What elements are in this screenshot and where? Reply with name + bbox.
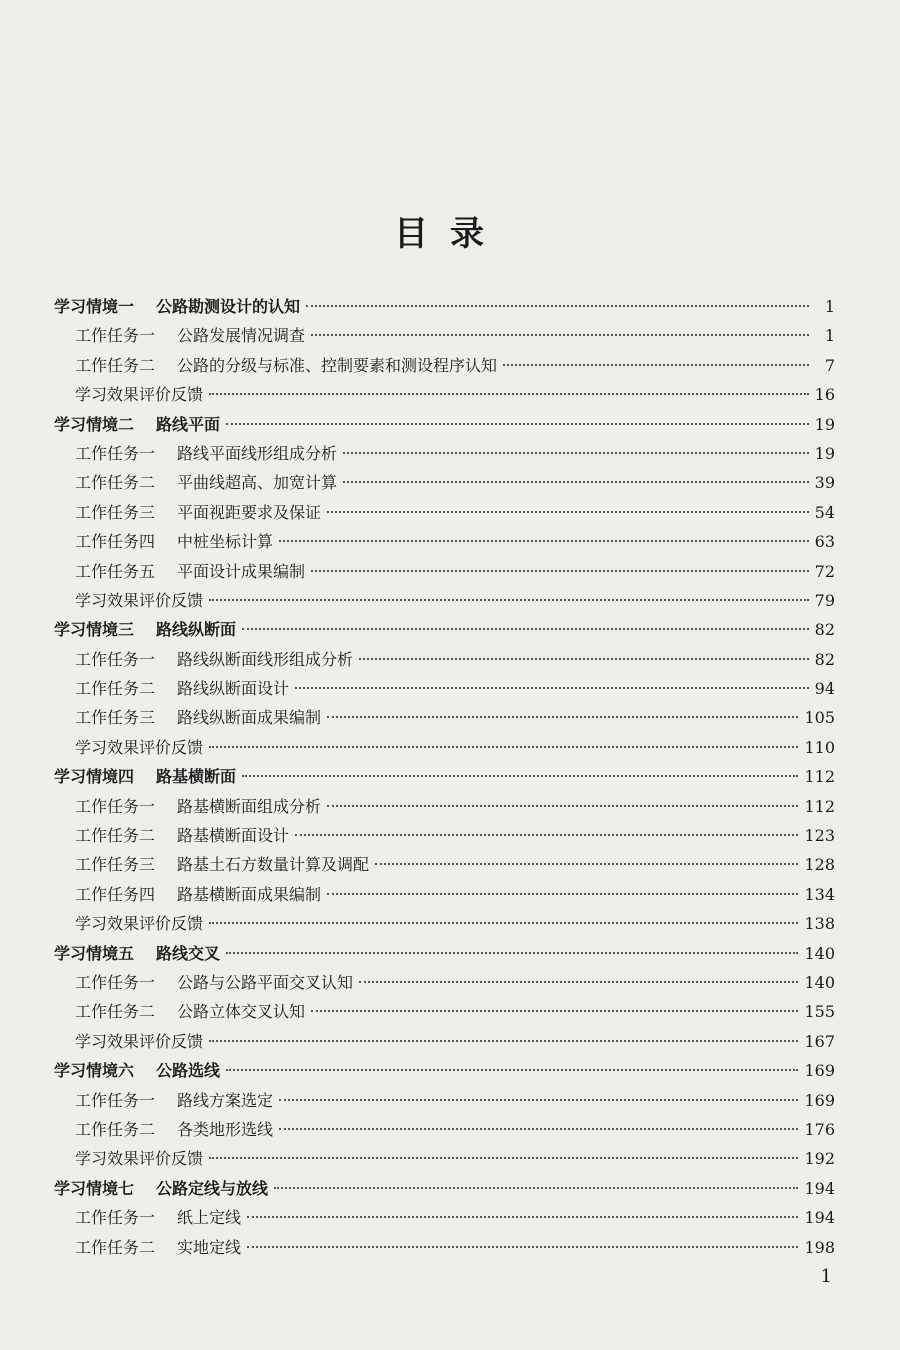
toc-leader-dots	[226, 423, 809, 425]
toc-entry-label: 工作任务一	[75, 326, 156, 346]
toc-entry-title: 中桩坐标计算	[177, 532, 274, 552]
toc-leader-dots	[226, 1069, 798, 1071]
toc-leader-dots	[375, 863, 798, 865]
toc-leader-dots	[242, 628, 809, 630]
toc-chapter-entry[interactable]	[54, 410, 835, 439]
page-number: 1	[820, 1266, 832, 1287]
toc-entry-title: 路线方案选定	[177, 1090, 274, 1110]
toc-entry-label: 工作任务二	[75, 1002, 156, 1022]
toc-entry-label: 工作任务二	[75, 826, 156, 846]
toc-entry-title: 各类地形选线	[177, 1119, 274, 1139]
toc-page-number: 110	[804, 737, 835, 757]
toc-entry-title: 路线纵断面设计	[177, 679, 290, 699]
toc-page-number: 194	[804, 1208, 835, 1228]
toc-page-number: 63	[814, 532, 835, 552]
toc-page-number: 54	[814, 502, 835, 522]
toc-leader-dots	[209, 1040, 798, 1042]
toc-leader-dots	[295, 687, 809, 689]
toc-entry[interactable]	[54, 1115, 835, 1144]
toc-entry-title: 路基横断面	[156, 767, 237, 787]
toc-entry[interactable]	[54, 468, 835, 497]
toc-page-number: 176	[804, 1119, 835, 1139]
toc-chapter-entry[interactable]	[54, 939, 835, 968]
toc-leader-dots	[247, 1246, 798, 1248]
toc-entry-title: 公路勘测设计的认知	[156, 297, 301, 316]
toc-entry-label: 工作任务二	[75, 1237, 156, 1257]
toc-page-number: 140	[804, 943, 835, 963]
toc-page-number: 198	[804, 1237, 835, 1257]
toc-leader-dots	[209, 393, 809, 395]
toc-leader-dots	[343, 481, 809, 483]
toc-chapter-entry[interactable]	[54, 762, 835, 791]
toc-page-number: 123	[804, 826, 835, 846]
toc-entry[interactable]	[54, 821, 835, 850]
toc-entry-title: 路线纵断面成果编制	[177, 708, 322, 728]
toc-page-number: 82	[814, 649, 835, 669]
toc-entry[interactable]	[54, 997, 835, 1026]
toc-entry-title: 公路立体交叉认知	[177, 1002, 306, 1022]
toc-leader-dots	[311, 570, 809, 572]
toc-page-number: 169	[804, 1090, 835, 1110]
toc-entry-title: 路基横断面设计	[177, 826, 290, 846]
table-of-contents	[54, 292, 835, 1262]
toc-entry-title: 路基横断面成果编制	[177, 884, 322, 904]
toc-entry[interactable]	[54, 733, 835, 762]
toc-entry[interactable]	[54, 1144, 835, 1173]
toc-leader-dots	[209, 746, 798, 748]
toc-entry[interactable]	[54, 557, 835, 586]
toc-leader-dots	[327, 511, 809, 513]
toc-entry-label: 工作任务四	[75, 884, 156, 904]
toc-entry-label: 工作任务一	[75, 1090, 156, 1110]
toc-page-number: 128	[804, 855, 835, 875]
toc-page-number: 94	[814, 679, 835, 699]
toc-entry[interactable]	[54, 439, 835, 468]
toc-entry-label: 工作任务四	[75, 532, 156, 552]
toc-leader-dots	[209, 1157, 798, 1159]
toc-page-number: 192	[804, 1149, 835, 1169]
toc-entry-label: 学习情境七	[54, 1178, 135, 1198]
toc-entry[interactable]	[54, 321, 835, 350]
toc-leader-dots	[247, 1216, 798, 1218]
toc-entry-title: 路线平面	[156, 414, 221, 434]
toc-page-number: 7	[824, 355, 835, 375]
toc-entry-title: 纸上定线	[177, 1208, 242, 1228]
toc-entry-title: 实地定线	[177, 1237, 242, 1257]
toc-page-number: 155	[804, 1002, 835, 1022]
toc-page-number: 16	[814, 385, 835, 405]
toc-page-number: 138	[804, 914, 835, 934]
toc-entry-title: 路基土石方数量计算及调配	[177, 855, 370, 875]
toc-leader-dots	[209, 922, 798, 924]
toc-chapter-entry[interactable]	[54, 1174, 835, 1203]
toc-chapter-entry[interactable]	[54, 292, 835, 321]
toc-entry-label: 学习情境五	[54, 943, 135, 963]
toc-leader-dots	[327, 716, 798, 718]
toc-entry-label: 工作任务三	[75, 502, 156, 522]
toc-page-number: 105	[804, 708, 835, 728]
toc-chapter-entry[interactable]	[54, 615, 835, 644]
toc-leader-dots	[295, 834, 798, 836]
toc-page-number: 39	[814, 473, 835, 493]
toc-entry-label: 学习效果评价反馈	[75, 590, 204, 610]
toc-entry[interactable]	[54, 674, 835, 703]
toc-entry-label: 工作任务二	[75, 679, 156, 699]
toc-page-number: 72	[814, 561, 835, 581]
toc-page-number: 19	[814, 414, 835, 434]
toc-entry-label: 工作任务二	[75, 473, 156, 493]
toc-entry[interactable]	[54, 1027, 835, 1056]
toc-entry[interactable]	[54, 527, 835, 556]
toc-page-number: 82	[814, 620, 835, 640]
toc-entry-label: 学习情境二	[54, 414, 135, 434]
toc-leader-dots	[311, 334, 809, 336]
toc-entry-label: 工作任务三	[75, 855, 156, 875]
toc-entry-label: 学习效果评价反馈	[75, 385, 204, 405]
toc-entry[interactable]	[54, 586, 835, 615]
toc-page-number: 140	[804, 972, 835, 992]
toc-page-number: 167	[804, 1031, 835, 1051]
toc-leader-dots	[359, 658, 809, 660]
toc-leader-dots	[279, 1128, 798, 1130]
toc-page-number: 112	[804, 767, 835, 787]
toc-entry-title: 公路的分级与标准、控制要素和测设程序认知	[177, 355, 498, 375]
toc-entry-label: 工作任务一	[75, 972, 156, 992]
toc-entry-label: 学习情境一	[54, 297, 135, 316]
toc-entry-title: 路线纵断面线形组成分析	[177, 649, 354, 669]
toc-entry[interactable]	[54, 645, 835, 674]
toc-entry-label: 工作任务二	[75, 355, 156, 375]
toc-entry[interactable]	[54, 968, 835, 997]
toc-leader-dots	[279, 1099, 798, 1101]
toc-entry-title: 公路发展情况调查	[177, 326, 306, 346]
toc-entry-label: 工作任务一	[75, 443, 156, 463]
toc-entry[interactable]	[54, 1203, 835, 1232]
toc-entry-title: 路基横断面组成分析	[177, 796, 322, 816]
toc-page-number: 1	[824, 326, 835, 346]
toc-page-number: 112	[804, 796, 835, 816]
toc-entry[interactable]	[54, 351, 835, 380]
toc-leader-dots	[327, 893, 798, 895]
toc-entry-label: 工作任务五	[75, 561, 156, 581]
toc-entry-label: 学习情境三	[54, 620, 135, 640]
toc-leader-dots	[359, 981, 798, 983]
toc-entry-label: 工作任务一	[75, 796, 156, 816]
toc-page-number: 194	[804, 1178, 835, 1198]
toc-entry[interactable]	[54, 792, 835, 821]
toc-entry[interactable]	[54, 1086, 835, 1115]
toc-entry[interactable]	[54, 850, 835, 879]
toc-leader-dots	[242, 775, 798, 777]
toc-entry-label: 学习效果评价反馈	[75, 737, 204, 757]
toc-leader-dots	[209, 599, 809, 601]
toc-entry-title: 路线交叉	[156, 943, 221, 963]
toc-entry[interactable]	[54, 703, 835, 732]
toc-entry[interactable]	[54, 909, 835, 938]
toc-page-number: 169	[804, 1061, 835, 1081]
toc-leader-dots	[306, 305, 809, 307]
toc-entry[interactable]	[54, 1233, 835, 1262]
toc-entry-label: 学习效果评价反馈	[75, 1031, 204, 1051]
toc-leader-dots	[274, 1187, 798, 1189]
toc-entry-title: 公路与公路平面交叉认知	[177, 972, 354, 992]
toc-entry-label: 学习效果评价反馈	[75, 914, 204, 934]
toc-entry-title: 公路定线与放线	[156, 1178, 269, 1198]
toc-entry-label: 学习情境六	[54, 1061, 135, 1081]
toc-entry-title: 平面视距要求及保证	[177, 502, 322, 522]
toc-entry-label: 工作任务一	[75, 649, 156, 669]
toc-entry[interactable]	[54, 498, 835, 527]
toc-entry-title: 平曲线超高、加宽计算	[177, 473, 338, 493]
toc-entry-title: 路线平面线形组成分析	[177, 443, 338, 463]
toc-leader-dots	[327, 805, 798, 807]
toc-page-number: 19	[814, 443, 835, 463]
toc-entry-label: 工作任务二	[75, 1119, 156, 1139]
toc-page-number: 1	[824, 297, 835, 316]
toc-entry-label: 学习效果评价反馈	[75, 1149, 204, 1169]
toc-chapter-entry[interactable]	[54, 1056, 835, 1085]
toc-leader-dots	[226, 952, 798, 954]
toc-entry-label: 工作任务一	[75, 1208, 156, 1228]
toc-page-number: 79	[814, 590, 835, 610]
toc-leader-dots	[279, 540, 809, 542]
toc-entry-title: 路线纵断面	[156, 620, 237, 640]
toc-page-number: 134	[804, 884, 835, 904]
toc-entry-label: 学习情境四	[54, 767, 135, 787]
toc-leader-dots	[343, 452, 809, 454]
page-title: 目录	[394, 214, 506, 254]
toc-entry[interactable]	[54, 880, 835, 909]
toc-entry-label: 工作任务三	[75, 708, 156, 728]
toc-leader-dots	[503, 364, 809, 366]
toc-leader-dots	[311, 1010, 798, 1012]
toc-entry-title: 公路选线	[156, 1061, 221, 1081]
toc-entry[interactable]	[54, 380, 835, 409]
toc-entry-title: 平面设计成果编制	[177, 561, 306, 581]
